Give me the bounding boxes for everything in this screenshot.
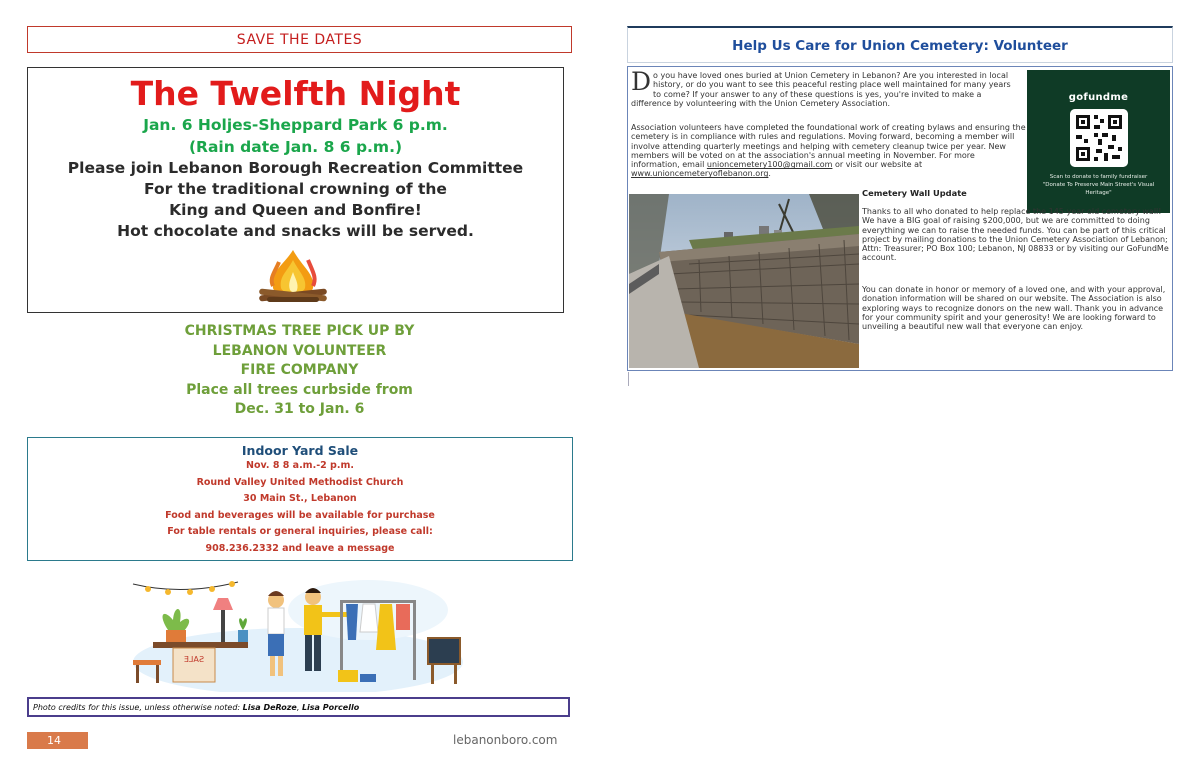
page-number: 14 (27, 732, 88, 749)
save-the-dates-title: SAVE THE DATES (236, 32, 363, 48)
wall-update-title: Cemetery Wall Update (862, 188, 967, 198)
yard-sale-box (27, 437, 573, 561)
twelfth-night-line: Please join Lebanon Borough Recreation Committee (67, 159, 524, 177)
cemetery-intro-text: o you have loved ones buried at Union Cemetery in Lebanon? Are you interested in local history, or do you want to see this peaceful resting place well maintained for many years to come? If your answer to any of these questions is yes, you're invited to make a difference by volunteering with the Union Cemetery Association. (631, 71, 1011, 108)
cemetery-header-title: Help Us Care for Union Cemetery: Volunteer (732, 38, 1068, 54)
tree-pickup-notice (27, 322, 572, 420)
yard-sale-line: Food and beverages will be available for purchase (165, 509, 435, 521)
gofundme-caption-line: Heritage" (1085, 190, 1112, 196)
gofundme-caption-line: "Donate To Preserve Main Street's Visual (1042, 182, 1155, 188)
twelfth-night-date: Jan. 6 Holjes-Sheppard Park 6 p.m. (143, 116, 448, 134)
divider (628, 372, 629, 386)
gofundme-caption (1027, 173, 1170, 197)
cemetery-intro-paragraph (631, 67, 1011, 108)
save-the-dates-banner (27, 26, 572, 53)
cemetery-email-link[interactable]: unioncemetery100@gmail.com (706, 160, 833, 170)
gofundme-logo: gofundme (1068, 92, 1129, 103)
wall-update-paragraph-1: Thanks to all who donated to help replace the 145-year-old cemetery wall! We have a BIG goal of raising $200,000, but we are committed to doing everything we can to raise the needed funds. You can be part of this critical project by mailing donations to the Union Cemetery Association of Lebanon; Attn: Treasurer; PO Box 100; Lebanon, NJ 08833 or by visiting our GoFundMe account. (862, 207, 1169, 263)
sale-sign: SALE (183, 655, 205, 664)
cemetery-wall-photo (629, 194, 859, 368)
yard-sale-line: Nov. 8 8 a.m.-2 p.m. (246, 460, 354, 471)
twelfth-night-rain-date: (Rain date Jan. 8 6 p.m.) (188, 138, 403, 156)
cemetery-volunteer-paragraph (631, 123, 1026, 179)
credits-separator: , (296, 703, 302, 712)
credit-name-1: Lisa DeRoze (242, 703, 297, 712)
wall-update-paragraph-2: You can donate in honor or memory of a loved one, and with your approval, donation information will be shared on our website. The Association is also exploring ways to recognize donors on the new wall. Thank you in advance for your community spirit and your generosity! We are looking forward to unveiling a beautiful new wall that everyone can enjoy. (862, 285, 1166, 332)
cemetery-volunteer-end: . (768, 169, 771, 179)
twelfth-night-box (27, 67, 564, 313)
tree-pickup-line: Place all trees curbside from (186, 381, 413, 398)
twelfth-night-line: King and Queen and Bonfire! (169, 201, 422, 219)
yard-sale-illustration (128, 570, 463, 692)
drop-cap: D (631, 67, 652, 96)
qr-code-icon[interactable] (1070, 109, 1128, 167)
tree-pickup-line: CHRISTMAS TREE PICK UP BY (184, 323, 415, 339)
twelfth-night-line: For the traditional crowning of the (144, 180, 447, 198)
yard-sale-line: 30 Main St., Lebanon (243, 493, 357, 504)
credits-prefix: Photo credits for this issue, unless otherwise noted: (33, 703, 243, 712)
photo-credits (27, 697, 570, 717)
tree-pickup-line: FIRE COMPANY (240, 362, 359, 378)
yard-sale-line: 908.236.2332 and leave a message (205, 542, 395, 554)
cemetery-header (627, 26, 1173, 63)
tree-pickup-line: Dec. 31 to Jan. 6 (234, 401, 365, 417)
yard-sale-line: For table rentals or general inquiries, please call: (167, 526, 433, 537)
yard-sale-line: Round Valley United Methodist Church (196, 476, 404, 488)
twelfth-night-title: The Twelfth Night (130, 74, 461, 113)
cemetery-volunteer-mid: or visit our website at (832, 160, 923, 170)
bonfire-icon (253, 248, 333, 306)
cemetery-volunteer-text: Association volunteers have completed the foundational work of creating bylaws and ensuring the cemetery is in compliance with rules and regulations. Moving forward, becoming a member will involve attending quarterly meetings and helping with cemetery cleanup twice per year. New members will be voted on at the association's annual meeting in November. For more information, email (631, 123, 1026, 170)
credit-name-2: Lisa Porcello (301, 703, 360, 712)
cemetery-article-box (627, 66, 1173, 371)
twelfth-night-line: Hot chocolate and snacks will be served. (117, 222, 474, 240)
tree-pickup-line: LEBANON VOLUNTEER (212, 342, 387, 359)
yard-sale-title: Indoor Yard Sale (241, 443, 359, 458)
gofundme-qr-panel[interactable] (1027, 70, 1170, 213)
site-url[interactable]: lebanonboro.com (453, 733, 558, 747)
gofundme-caption-line: Scan to donate to family fundraiser (1049, 174, 1148, 180)
cemetery-website-link[interactable]: www.unioncemeteryoflebanon.org (631, 169, 769, 179)
